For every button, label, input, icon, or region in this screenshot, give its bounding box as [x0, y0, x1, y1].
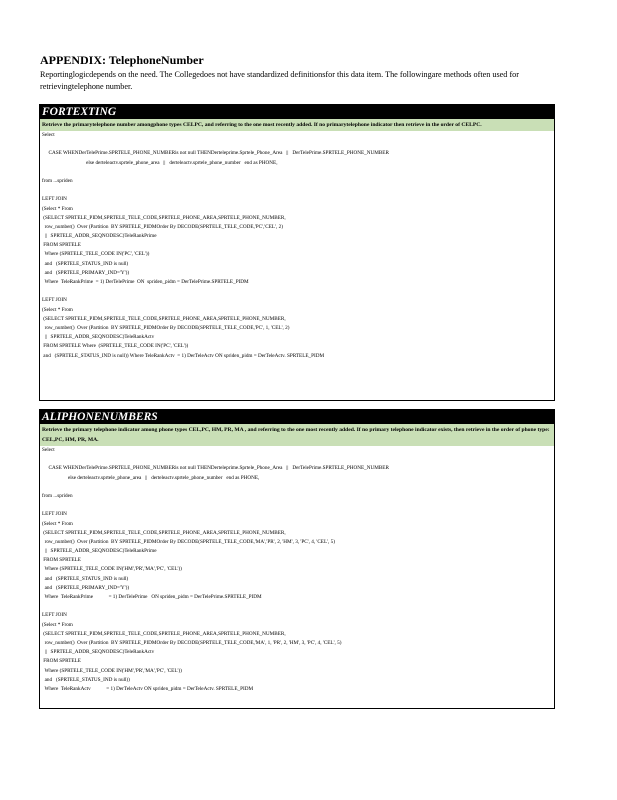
code-line — [42, 501, 552, 510]
code-line — [42, 287, 552, 296]
section-description: Retrieve the primary telephone indicator among phone types CEL,PC, HM, PR, MA , and referring to the one most recently added. If no primary telephone indicator exists, then retrieve in the order of phone type: CEL,PC, HM, PR, MA. — [40, 424, 554, 446]
code-line: and (SPRTELE_PRIMARY_IND='Y')) — [42, 269, 130, 276]
code-line — [42, 168, 552, 177]
code-line: Where TeleRankPrime = 1) DerTelePrime ON spriden_pidm = DerTelePrime.SPRTELE_PIDM — [42, 594, 262, 600]
code-line: || SPRTELE_ADDR_SEQNODESC)TeleRankPrime — [42, 548, 157, 555]
code-line: else derteleactv.sprtele_phone_area || derteleactv.sprtele_phone_number end as PHONE, — [42, 474, 260, 481]
code-line — [42, 455, 552, 464]
code-line: CASE WHENDerTelePrime.SPRTELE_PHONE_NUMBERis not null THENDerteleprime.Sprtele_Phone_Area || DerTelePrime.SPRTELE_PHONE_NUMBER — [42, 465, 389, 472]
code-line: (Select * From — [42, 520, 73, 527]
code-line: Where (SPRTELE_TELE_CODE IN('PC', 'CEL')) — [42, 251, 150, 258]
code-line: and (SPRTELE_PRIMARY_IND='Y')) — [42, 584, 130, 591]
section-all-phone-numbers — [39, 409, 555, 709]
code-line: else derteleactv.sprtele_phone_area || derteleactv.sprtele_phone_number end as PHONE, — [42, 159, 278, 166]
code-line: and (SPRTELE_STATUS_IND is null)) — [42, 676, 130, 683]
code-line — [42, 140, 552, 149]
section-texting — [39, 104, 555, 401]
code-line — [42, 602, 552, 611]
code-line: (SELECT SPRTELE_PIDM,SPRTELE_TELE_CODE,SPRTELE_PHONE_AREA,SPRTELE_PHONE_NUMBER, — [42, 630, 286, 637]
code-line: (Select * From — [42, 306, 73, 313]
code-line: row_number() Over (Partition BY SPRTELE_PIDMOrder By DECODE(SPRTELE_TELE_CODE,'PC', 1, 'CEL', 2) — [42, 324, 290, 331]
code-line: LEFT JOIN — [42, 196, 67, 203]
page-title: APPENDIX: TelephoneNumber — [40, 53, 204, 67]
code-line: row_number() Over (Partition BY SPRTELE_PIDMOrder By DECODE(SPRTELE_TELE_CODE,'MA','PR', 2, 'HM', 3, 'PC', 4, 'CEL', 5) — [42, 538, 335, 545]
code-line: (SELECT SPRTELE_PIDM,SPRTELE_TELE_CODE,SPRTELE_PHONE_AREA,SPRTELE_PHONE_NUMBER, — [42, 214, 286, 221]
section-header: ALIPHONENUMBERS — [40, 410, 554, 424]
code-line: FROM SPRTELE — [42, 658, 81, 665]
code-line: LEFT JOIN — [42, 612, 67, 619]
code-line: Where TeleRankActv = 1) DerTeleActv ON spriden_pidm = DerTeleActv. SPRTELE_PIDM — [42, 685, 254, 692]
code-line: Where (SPRTELE_TELE_CODE IN('HM','PR','MA','PC', 'CEL')) — [42, 667, 182, 674]
code-line — [42, 186, 552, 195]
section-description: Retrieve the primarytelephone number amongphone types CELPC, and referring to the one most recently added. If no primarytelephone indicator then retrieve in the order of CELPC. — [40, 119, 554, 131]
code-line: from ...spriden — [42, 492, 73, 499]
code-line: (Select * From — [42, 205, 73, 212]
code-line: LEFT JOIN — [42, 511, 67, 518]
code-line: from ...spriden — [42, 177, 73, 184]
sql-code-block — [40, 131, 554, 361]
code-line: (Select * From — [42, 621, 73, 628]
code-line: || SPRTELE_ADDR_SEQNODESC)TeleRankActv — [42, 334, 155, 341]
code-line: CASE WHENDerTelePrime.SPRTELE_PHONE_NUMBERis not null THENDerteleprime.Sprtele_Phone_Area || DerTelePrime.SPRTELE_PHONE_NUMBER — [42, 150, 389, 157]
section-header: FORTEXTING — [40, 105, 554, 119]
code-line: row_number() Over (Partition BY SPRTELE_PIDMOrder By DECODE(SPRTELE_TELE_CODE,'MA', 1, 'PR', 2, 'HM', 3, 'PC', 4, 'CEL', 5) — [42, 639, 342, 646]
code-line: Select — [42, 447, 55, 453]
intro-paragraph: Reportinglogicdepends on the need. The Collegedoes not have standardized definitionsfor this data item. The followingare methods often used for retrievingtelephone number. — [40, 70, 519, 91]
code-line: and (SPRTELE_STATUS_IND is null)) Where TeleRankActv = 1) DerTeleActv ON spriden_pidm = DerTeleActv. SPRTELE_PIDM — [42, 352, 325, 359]
code-line: row_number() Over (Partition BY SPRTELE_PIDMOrder By DECODE(SPRTELE_TELE_CODE,'PC','CEL', 2) — [42, 223, 283, 230]
code-line: Select — [42, 132, 55, 138]
code-line: and (SPRTELE_STATUS_IND is null) — [42, 575, 129, 582]
sql-code-block — [40, 446, 554, 694]
code-line: FROM SPRTELE — [42, 242, 81, 249]
code-line: FROM SPRTELE — [42, 557, 81, 564]
code-line: (SELECT SPRTELE_PIDM,SPRTELE_TELE_CODE,SPRTELE_PHONE_AREA,SPRTELE_PHONE_NUMBER, — [42, 529, 286, 536]
code-line: and (SPRTELE_STATUS_IND is null) — [42, 260, 129, 267]
code-line: (SELECT SPRTELE_PIDM,SPRTELE_TELE_CODE,SPRTELE_PHONE_AREA,SPRTELE_PHONE_NUMBER, — [42, 315, 286, 322]
code-line: || SPRTELE_ADDR_SEQNODESC)TeleRankActv — [42, 649, 155, 656]
code-line: Where TeleRankPrime = 1) DerTelePrime ON spriden_pidm = DerTelePrime.SPRTELE_PIDM — [42, 279, 249, 285]
code-line — [42, 483, 552, 492]
code-line: LEFT JOIN — [42, 297, 67, 304]
code-line: FROM SPRTELE Where (SPRTELE_TELE_CODE IN('PC', 'CEL')) — [42, 343, 189, 350]
code-line: || SPRTELE_ADDR_SEQNODESC)TeleRankPrime — [42, 233, 157, 240]
code-line: Where (SPRTELE_TELE_CODE IN('HM','PR','MA','PC', 'CEL')) — [42, 566, 182, 573]
